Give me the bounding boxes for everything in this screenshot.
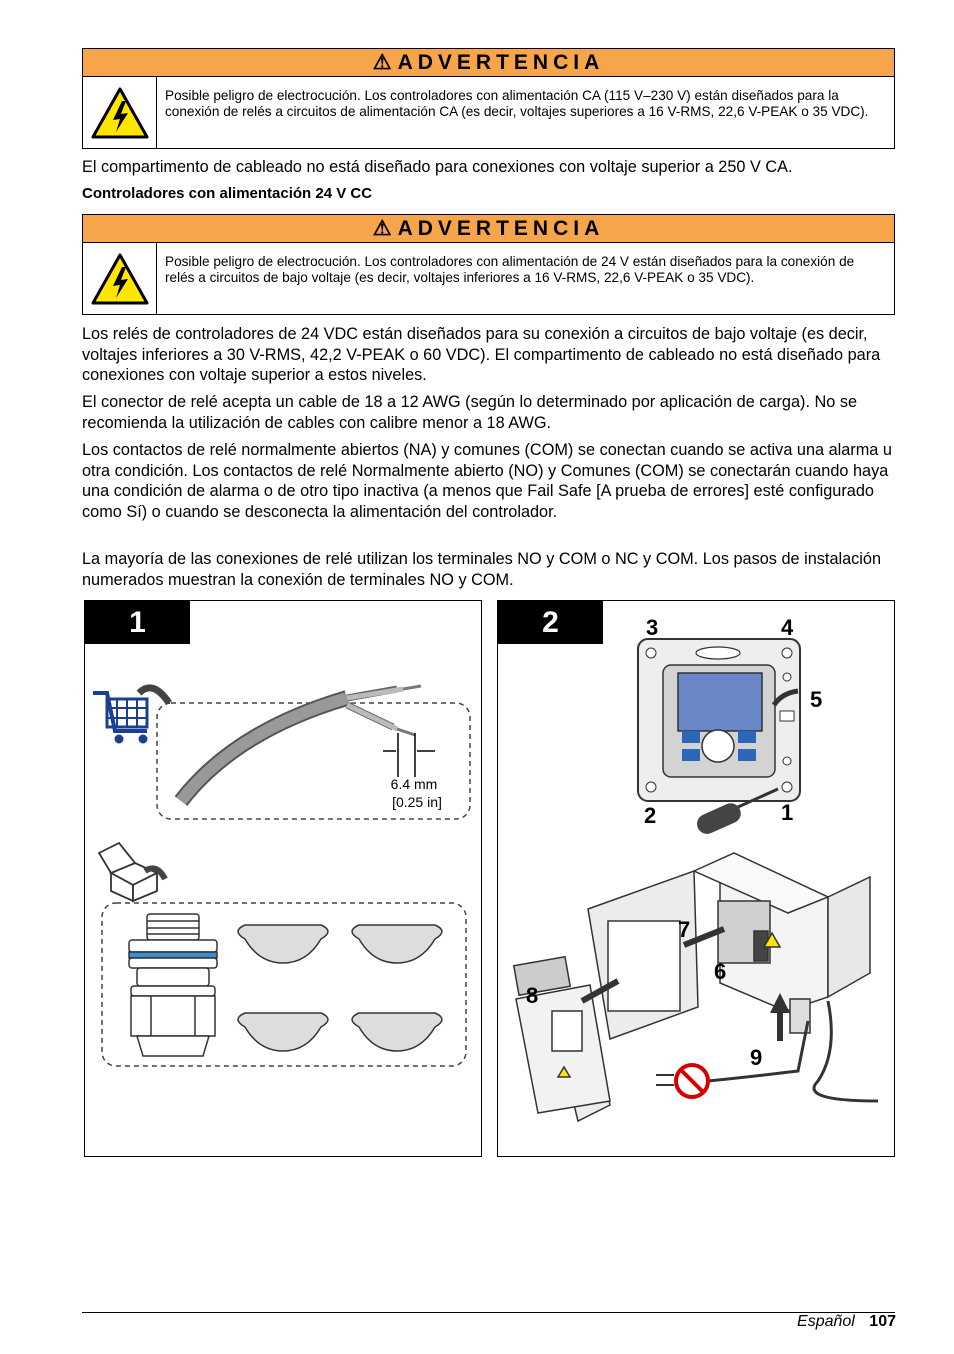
electric-shock-icon — [83, 77, 157, 149]
arrow-icon — [139, 688, 169, 703]
warning-triangle-icon: ⚠ — [372, 51, 392, 74]
power-plug-icon — [656, 1075, 674, 1085]
paragraph-ac-limit: El compartimento de cableado no está diseñado para conexiones con voltaje superior a 250 V CA. — [82, 158, 793, 176]
page-footer — [797, 1313, 896, 1331]
sealing-plug — [238, 925, 442, 1051]
warning-box-ac — [82, 48, 895, 149]
page-number: 107 — [869, 1313, 896, 1330]
warning-header: ⚠ ADVERTENCIA — [83, 49, 894, 77]
callout-3: 3 — [646, 615, 659, 640]
cable-gland-illustration — [129, 914, 217, 1056]
electric-shock-icon — [83, 243, 157, 315]
step-number: 2 — [498, 601, 603, 644]
no-power-icon — [676, 1065, 708, 1097]
strip-length-in: [0.25 in] — [392, 794, 442, 810]
paragraph-contacts: Los contactos de relé normalmente abiertos (NA) y comunes (COM) se conectan cuando se activa una alarma u otra condición. Los contactos de relé Normalmente abierto (NO) y Comunes (COM) se conectarán cuando haya una condición de alarma o de otro tipo inactiva (a menos que Fail Safe [A prueba de errores] esté configurado como Sí) o cuando se desconecta la alimentación del controlador. — [82, 441, 892, 521]
footer-rule — [82, 1312, 895, 1313]
strip-length-dimension — [383, 733, 435, 777]
shopping-cart-icon — [93, 693, 147, 743]
footer-language: Español — [797, 1313, 855, 1330]
callout-1: 1 — [781, 800, 794, 825]
warning-triangle-icon: ⚠ — [372, 217, 392, 240]
callout-4: 4 — [781, 615, 794, 640]
callout-8: 8 — [526, 983, 539, 1008]
callout-2: 2 — [644, 803, 657, 828]
callout-9: 9 — [750, 1045, 763, 1070]
warning-text: Posible peligro de electrocución. Los controladores con alimentación CA (115 V–230 V) están diseñados para la conexión de relés a circuitos de alimentación CA (es decir, voltajes superiores a 16 V-RMS, 22,6 V-PEAK o 35 VDC). — [165, 88, 869, 119]
section-heading: Controladores con alimentación 24 V CC — [82, 185, 373, 202]
paragraph-awg: El conector de relé acepta un cable de 18 a 12 AWG (según lo determinado por aplicación de carga). No se recomienda la utilización de cables con calibre menor a 18 AWG. — [82, 393, 858, 432]
warning-box-24v — [82, 214, 895, 315]
figure-panel-1 — [84, 600, 482, 1157]
figure-panel-2 — [497, 600, 895, 1157]
callout-6: 6 — [714, 959, 727, 984]
callout-5: 5 — [810, 687, 823, 712]
callout-7: 7 — [678, 917, 691, 942]
paragraph-terminals: La mayoría de las conexiones de relé utilizan los terminales NO y COM o NC y COM. Los pasos de instalación numerados muestran la conexión de terminales NO y COM. — [82, 550, 882, 589]
paragraph-24v: Los relés de controladores de 24 VDC están diseñados para su conexión a circuitos de bajo voltaje (es decir, voltajes inferiores a 30 V-RMS, 42,2 V-PEAK o 60 VDC). El compartimento de cableado no está diseñado para conexiones con voltaje superior a estos niveles. — [82, 325, 881, 384]
controller-front-illustration — [638, 639, 800, 801]
strip-length-mm: 6.4 mm — [390, 776, 438, 792]
warning-text: Posible peligro de electrocución. Los controladores con alimentación de 24 V están diseñados para la conexión de relés a circuitos de bajo voltaje (es decir, voltajes inferiores a 16 V-RMS, 22,6 V-PEAK o 35 VDC). — [165, 254, 855, 285]
warning-header: ⚠ ADVERTENCIA — [83, 215, 894, 243]
step-number: 1 — [85, 601, 190, 644]
